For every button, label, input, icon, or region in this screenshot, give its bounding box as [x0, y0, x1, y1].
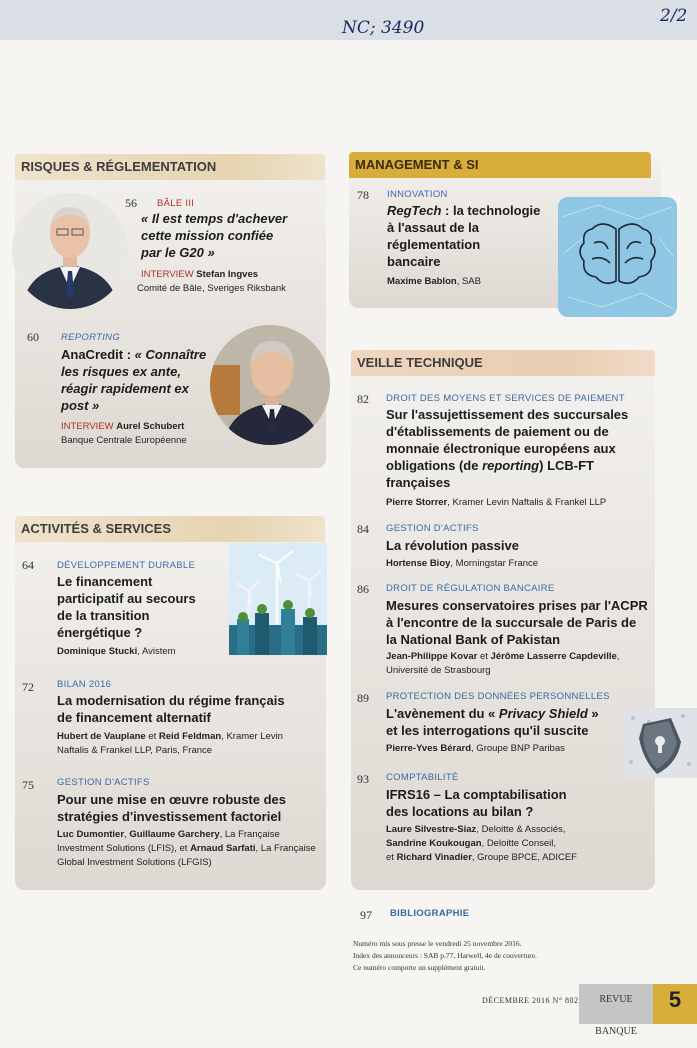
article-56-title[interactable]: « Il est temps d'achever cette mission confiée par le G20 » [141, 211, 288, 260]
article-84-title[interactable]: La révolution passive [386, 538, 519, 553]
article-60-affiliation: Banque Centrale Européenne [61, 435, 187, 446]
article-72-kicker: BILAN 2016 [57, 679, 112, 690]
article-89-number: 89 [357, 691, 369, 705]
article-82-title[interactable]: Sur l'assujettissement des succursales d'établissements de paiement ou de monnaie électronique européens aux obligations (de reporting) LCB-FT françaises [386, 407, 629, 490]
article-56-affiliation: Comité de Bâle, Sveriges Riksbank [137, 283, 286, 294]
article-60-interview: INTERVIEW Aurel Schubert [61, 421, 185, 432]
article-64-author: Dominique Stucki, Avistem [57, 646, 176, 657]
footer-page-number: 5 [653, 984, 697, 1024]
stefan-ingves-portrait [12, 193, 128, 309]
article-89-title[interactable]: L'avènement du « Privacy Shield » et les interrogations qu'il suscite [386, 706, 599, 738]
article-60-number: 60 [27, 330, 39, 344]
article-56-number: 56 [125, 196, 137, 210]
article-75-number: 75 [22, 778, 34, 792]
article-93-title[interactable]: IFRS16 – La comptabilisation des locations au bilan ? [386, 787, 567, 819]
article-84-number: 84 [357, 522, 369, 536]
article-82-number: 82 [357, 392, 369, 406]
activites-header: ACTIVITÉS & SERVICES [15, 516, 325, 542]
article-78-author: Maxime Bablon, SAB [387, 276, 481, 287]
brain-network-image [558, 197, 677, 317]
article-82-kicker: DROIT DES MOYENS ET SERVICES DE PAIEMENT [386, 393, 625, 404]
article-72-title[interactable]: La modernisation du régime français de financement alternatif [57, 693, 285, 725]
article-78-number: 78 [357, 188, 369, 202]
article-78-kicker: INNOVATION [387, 189, 448, 200]
article-64-kicker: DÉVELOPPEMENT DURABLE [57, 560, 196, 571]
article-93-kicker: COMPTABILITÉ [386, 772, 459, 783]
handwritten-page-mark: 2/2 [660, 6, 688, 26]
article-75-kicker: GESTION D'ACTIFS [57, 777, 150, 788]
article-75-authors: Luc Dumontier, Guillaume Garchery, La Française Investment Solutions (LFIS), et Arnaud Sarfati, La Française Global Investment Solutions (LFGIS) [57, 829, 316, 868]
article-72-number: 72 [22, 680, 34, 694]
article-64-title[interactable]: Le financement participatif au secours de la transition énergétique ? [57, 574, 196, 640]
article-84-kicker: GESTION D'ACTIFS [386, 523, 479, 534]
article-86-number: 86 [357, 582, 369, 596]
article-78-title[interactable]: RegTech : la technologie à l'assaut de la réglementation bancaire [387, 203, 541, 269]
bibliographie-label[interactable]: BIBLIOGRAPHIE [390, 908, 470, 919]
footer-issue-date: DÉCEMBRE 2016 N° 802 [482, 996, 579, 1005]
article-93-authors: Laure Silvestre-Siaz, Deloitte & Associés, Sandrine Koukougan, Deloitte Conseil, et Richard Vinadier, Groupe BPCE, ADICEF [386, 824, 577, 863]
article-93-number: 93 [357, 772, 369, 786]
article-60-kicker: REPORTING [61, 332, 121, 343]
article-89-author: Pierre-Yves Bérard, Groupe BNP Paribas [386, 743, 565, 754]
article-86-kicker: DROIT DE RÉGULATION BANCAIRE [386, 583, 555, 594]
aurel-schubert-portrait [210, 325, 330, 445]
management-header: MANAGEMENT & SI [349, 152, 651, 178]
article-75-title[interactable]: Pour une mise en œuvre robuste des stratégies d'investissement factoriel [57, 792, 286, 824]
risques-header: RISQUES & RÉGLEMENTATION [15, 154, 325, 180]
wind-turbines-image [229, 543, 327, 655]
article-72-authors: Hubert de Vauplane et Reid Feldman, Kramer Levin Naftalis & Frankel LLP, Paris, France [57, 731, 283, 756]
bibliographie-number: 97 [360, 908, 372, 922]
article-86-authors: Jean-Philippe Kovar et Jérôme Lasserre Capdeville, Université de Strasbourg [386, 651, 620, 676]
article-82-author: Pierre Storrer, Kramer Levin Naftalis & Frankel LLP [386, 497, 607, 508]
veille-header: VEILLE TECHNIQUE [351, 350, 655, 376]
footnote: Numéro mis sous presse le vendredi 25 novembre 2016. Index des annonceurs : SAB p.77, Harwell, 4e de couverture. Ce numéro comporte un supplément gratuit. [353, 939, 537, 972]
article-60-title[interactable]: AnaCredit : « Connaître les risques ex ante, réagir rapidement ex post » [61, 347, 207, 413]
article-56-kicker: BÂLE III [157, 198, 195, 209]
article-64-number: 64 [22, 558, 34, 572]
handwritten-reference: NC; 3490 [342, 18, 425, 38]
article-84-author: Hortense Bioy, Morningstar France [386, 558, 539, 569]
article-86-title[interactable]: Mesures conservatoires prises par l'ACPR à l'encontre de la succursale de Paris de la National Bank of Pakistan [386, 598, 648, 647]
article-56-interview: INTERVIEW Stefan Ingves [141, 269, 259, 280]
article-89-kicker: PROTECTION DES DONNÉES PERSONNELLES [386, 691, 610, 702]
shield-lock-image [623, 708, 697, 778]
footer-revue-name: REVUE BANQUE [579, 984, 653, 1024]
